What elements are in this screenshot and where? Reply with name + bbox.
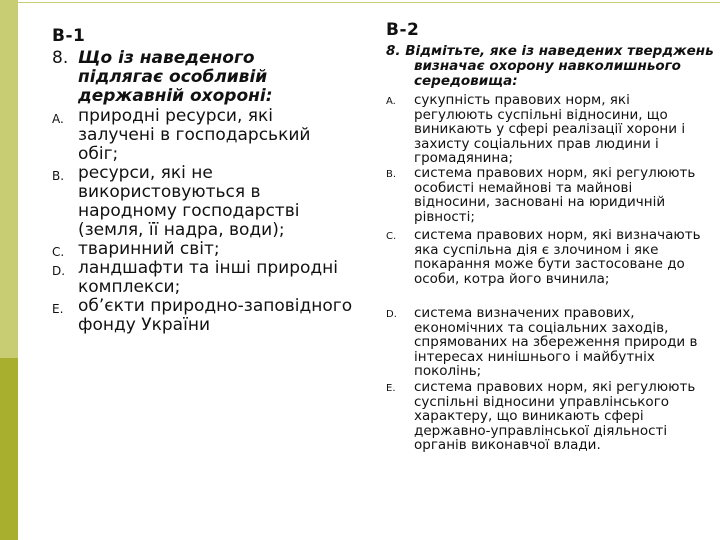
variant-2-heading: В-2 <box>386 20 420 40</box>
option-letter: C. <box>386 231 397 242</box>
slide-left-accent-bar-light <box>0 0 18 358</box>
option-letter: D. <box>386 309 397 320</box>
option-letter: C. <box>52 245 65 259</box>
variant-1-heading: В-1 <box>52 26 86 46</box>
option-text: система визначених правових, економічних та соціальних заходів, спрямованих на збереження природи в інтересах нинішнього і майбутніх поколінь; <box>414 305 698 379</box>
option-letter: B. <box>52 169 65 183</box>
option-text: сукупність правових норм, які регулюють суспільні відносини, що виникають у сфері реалізації хорони і захисту соціальних прав людини і громадянина; <box>414 92 686 166</box>
option-letter: E. <box>386 383 396 394</box>
slide-top-rule <box>18 2 720 3</box>
option-text: ресурси, які не використовуються в народному господарстві (земля, її надра, води); <box>78 163 300 240</box>
option-letter: D. <box>52 264 66 278</box>
option-text: тваринний світ; <box>78 239 220 259</box>
option-text: ландшафти та інші природні комплекси; <box>78 258 338 297</box>
option-text: природні ресурси, які залучені в господарський обіг; <box>78 106 311 164</box>
variant-1-question-number: 8. <box>52 48 69 68</box>
slide-left-accent-bar <box>0 0 18 540</box>
option-letter: E. <box>52 302 64 316</box>
option-text: система правових норм, які регулюють суспільні відносини управлінського характеру, що виникають сфері державно-управлінської діяльності органів виконавчої влади. <box>414 379 696 453</box>
option-letter: A. <box>52 112 64 126</box>
option-text: об’єкти природно-заповідного фонду України <box>78 296 353 335</box>
option-text: система правових норм, які регулюють особисті немайнові та майнові відносини, засновані на юридичній рівності; <box>414 165 696 225</box>
variant-2-question-text: 8. Відмітьте, яке із наведених тверджень визначає охорону навколишнього середовища: <box>386 43 714 89</box>
option-letter: B. <box>386 169 397 180</box>
option-letter: A. <box>386 96 396 107</box>
option-text: система правових норм, які визначають яка суспільна дія є злочином і яке покарання може бути застосоване до особи, котра його вчинила; <box>414 227 701 287</box>
variant-1-question-text: Що із наведеного підлягає особливій державній охороні: <box>78 48 273 106</box>
